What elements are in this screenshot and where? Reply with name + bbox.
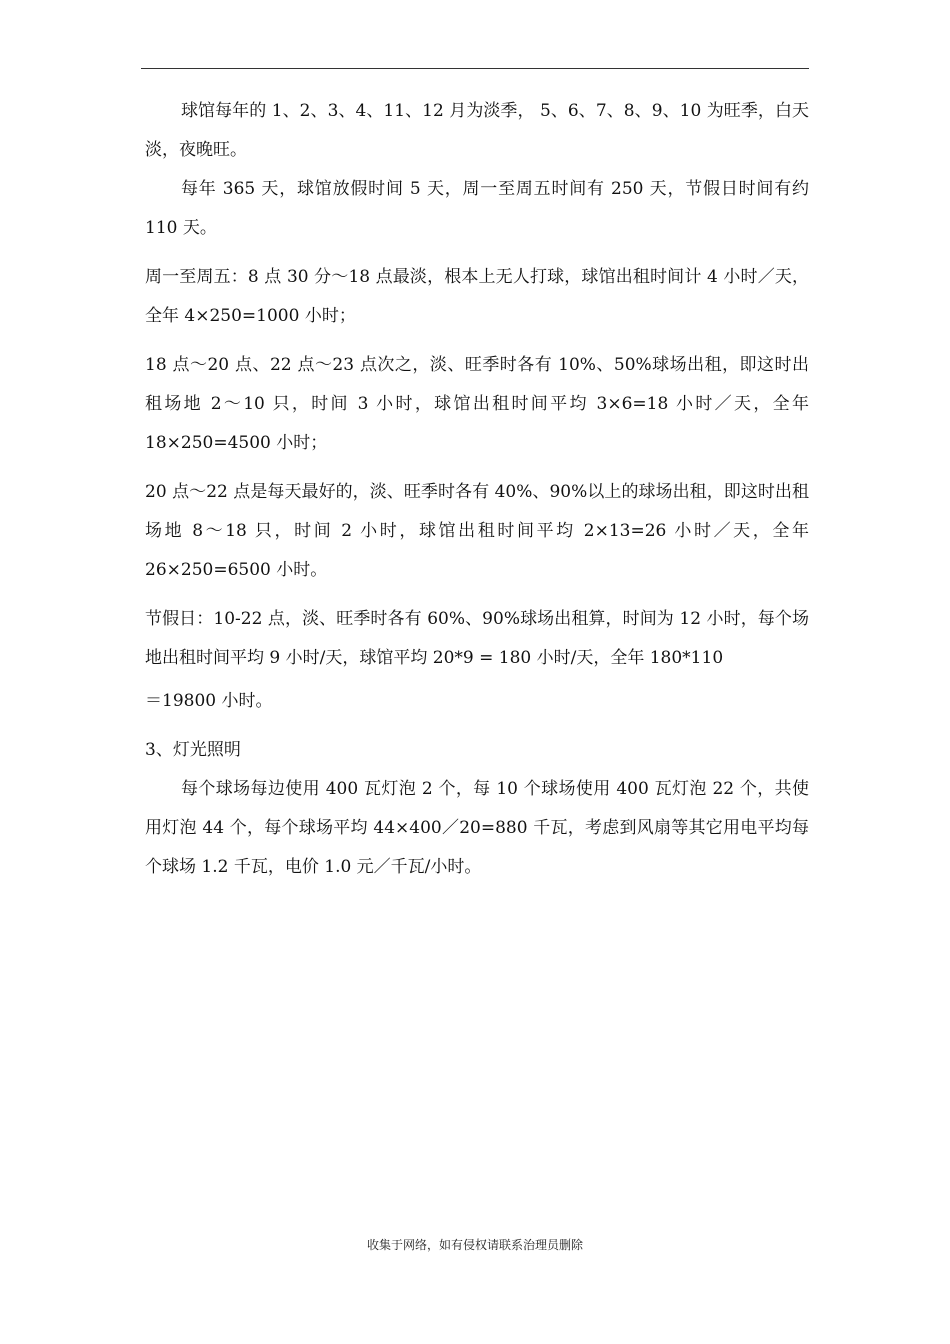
weekday-shoulder-paragraph: 18 点～20 点、22 点～23 点次之，淡、旺季时各有 10%、50%球场出租，即这时出租场地 2～10 只，时间 3 小时，球馆出租时间平均 3×6=18 小时／天，全年 18×250=4500 小时；	[145, 355, 809, 453]
section-heading-lighting: 3、灯光照明	[145, 740, 241, 760]
header-rule	[141, 68, 809, 69]
holiday-paragraph: 节假日：10-22 点，淡、旺季时各有 60%、90%球场出租算，时间为 12 小时，每个场地出租时间平均 9 小时/天，球馆平均 20*9 = 180 小时/天，全年 180*110	[145, 609, 809, 668]
weekday-offpeak-paragraph: 周一至周五：8 点 30 分～18 点最淡，根本上无人打球，球馆出租时间计 4 小时／天，全年 4×250=1000 小时；	[145, 267, 809, 326]
weekday-peak-paragraph: 20 点～22 点是每天最好的，淡、旺季时各有 40%、90%以上的球场出租，即这时出租场地 8～18 只，时间 2 小时，球馆出租时间平均 2×13=26 小时／天，全年 26×250=6500 小时。	[145, 482, 809, 580]
days-paragraph: 每年 365 天，球馆放假时间 5 天，周一至周五时间有 250 天，节假日时间有约 110 天。	[145, 179, 809, 238]
document-body	[145, 92, 809, 887]
lighting-paragraph: 每个球场每边使用 400 瓦灯泡 2 个，每 10 个球场使用 400 瓦灯泡 22 个，共使用灯泡 44 个，每个球场平均 44×400／20=880 千瓦，考虑到风扇等其它用电平均每个球场 1.2 千瓦，电价 1.0 元／千瓦/小时。	[145, 779, 809, 877]
season-paragraph: 球馆每年的 1、2、3、4、11、12 月为淡季， 5、6、7、8、9、10 为旺季，白天淡，夜晚旺。	[145, 101, 809, 160]
holiday-total-line: ＝19800 小时。	[145, 691, 273, 711]
page-footer: 收集于网络，如有侵权请联系治理员删除	[366, 1238, 583, 1252]
